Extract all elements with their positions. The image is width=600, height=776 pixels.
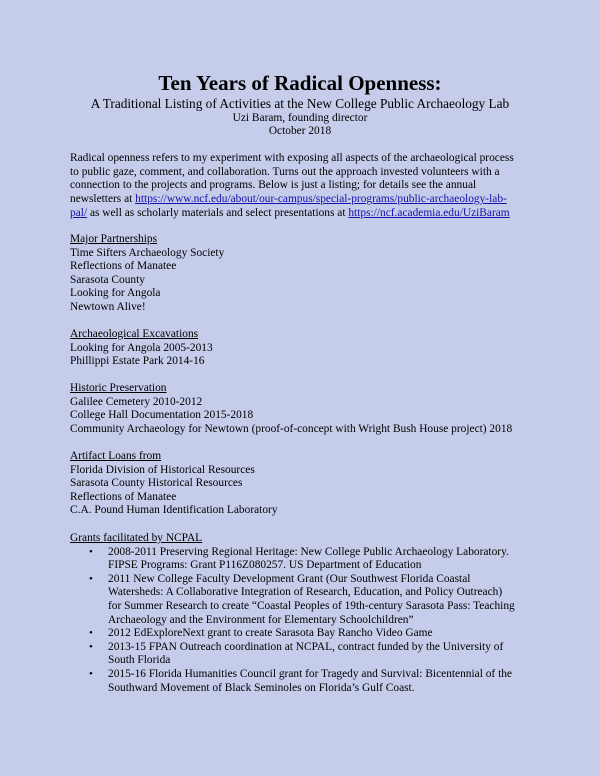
section-loans	[70, 450, 540, 518]
list-item: Florida Division of Historical Resources	[70, 463, 255, 476]
intro-text: as well as scholarly materials and select presentations at	[87, 206, 349, 219]
section-heading: Major Partnerships	[70, 233, 157, 245]
intro-line	[70, 193, 540, 207]
list-item: Reflections of Manatee	[70, 490, 177, 503]
date-line: October 2018	[268, 125, 332, 137]
list-item: Phillippi Estate Park 2014-16	[70, 355, 205, 368]
grant-text: 2008-2011 Preserving Regional Heritage: New College Public Archaeology Laboratory.	[108, 545, 509, 558]
grant-text: Southward Movement of Black Seminoles on Florida’s Gulf Coast.	[108, 681, 415, 694]
list-item: Newtown Alive!	[70, 300, 146, 313]
section-grants	[70, 532, 540, 695]
section-excavations	[70, 328, 540, 369]
section-heading: Artifact Loans from	[70, 450, 162, 462]
section-heading: Grants facilitated by NCPAL	[70, 532, 203, 544]
grant-text: 2011 New College Faculty Development Grant (Our Southwest Florida Coastal	[108, 572, 471, 585]
list-item: C.A. Pound Human Identification Laboratory	[70, 504, 278, 517]
section-partnerships	[70, 233, 540, 315]
list-item	[70, 641, 540, 668]
grant-text: 2012 EdExploreNext grant to create Sarasota Bay Rancho Video Game	[108, 627, 433, 640]
list-item	[70, 573, 540, 627]
list-item	[70, 627, 540, 641]
list-item: Looking for Angola	[70, 287, 161, 300]
document-title: Ten Years of Radical Openness:	[158, 71, 442, 95]
document-subtitle: A Traditional Listing of Activities at the New College Public Archaeology Lab	[90, 96, 510, 111]
bullet-icon: •	[89, 572, 93, 585]
grant-text: 2013-15 FPAN Outreach coordination at NCPAL, contract funded by the University of	[108, 640, 504, 653]
grant-text: 2015-16 Florida Humanities Council grant for Tragedy and Survival: Bicentennial of the	[108, 667, 512, 680]
section-heading: Archaeological Excavations	[70, 328, 199, 340]
intro-line: connection to the projects and programs. Below is just a listing; for details see the annual	[70, 179, 477, 192]
intro-text: newsletters at	[70, 193, 136, 206]
list-item: College Hall Documentation 2015-2018	[70, 409, 254, 422]
list-item	[70, 546, 540, 573]
newsletter-link-continued[interactable]: pal/	[70, 206, 88, 219]
list-item: Sarasota County Historical Resources	[70, 477, 243, 490]
list-item	[70, 668, 540, 695]
bullet-icon: •	[89, 667, 93, 680]
grant-text: FIPSE Programs: Grant P116Z080257. US Department of Education	[108, 559, 422, 572]
bullet-icon: •	[89, 545, 93, 558]
intro-line: Radical openness refers to my experiment with exposing all aspects of the archaeological process	[70, 152, 514, 164]
list-item: Sarasota County	[70, 273, 145, 286]
academia-link[interactable]: https://ncf.academia.edu/UziBaram	[348, 206, 510, 219]
intro-line: to public gaze, comment, and collaboration. Turns out the approach invested volunteers with a	[70, 165, 500, 178]
grant-text: for Summer Research to create “Coastal Peoples of 19th-century Sarasota Pass: Teaching	[108, 599, 515, 612]
list-item: Looking for Angola 2005-2013	[70, 341, 213, 354]
section-heading: Historic Preservation	[70, 382, 167, 394]
list-item: Reflections of Manatee	[70, 260, 177, 273]
bullet-icon: •	[89, 627, 93, 640]
grant-text: Watersheds: A Collaborative Integration of Research, Education, and Policy Outreach)	[108, 586, 503, 599]
intro-line	[70, 207, 540, 221]
grants-list	[70, 546, 540, 696]
list-item: Galilee Cemetery 2010-2012	[70, 395, 203, 408]
section-preservation	[70, 382, 540, 436]
bullet-icon: •	[89, 640, 93, 653]
list-item: Community Archaeology for Newtown (proof-of-concept with Wright Bush House project) 2018	[70, 422, 513, 435]
author-line: Uzi Baram, founding director	[232, 111, 368, 124]
newsletter-link[interactable]: https://www.ncf.edu/about/our-campus/special-programs/public-archaeology-lab-	[135, 193, 507, 206]
grant-text: South Florida	[108, 654, 171, 667]
intro-paragraph	[70, 152, 540, 221]
list-item: Time Sifters Archaeology Society	[70, 246, 225, 259]
grant-text: Archaeology and the Environment for Elementary Schoolchildren”	[108, 613, 414, 626]
